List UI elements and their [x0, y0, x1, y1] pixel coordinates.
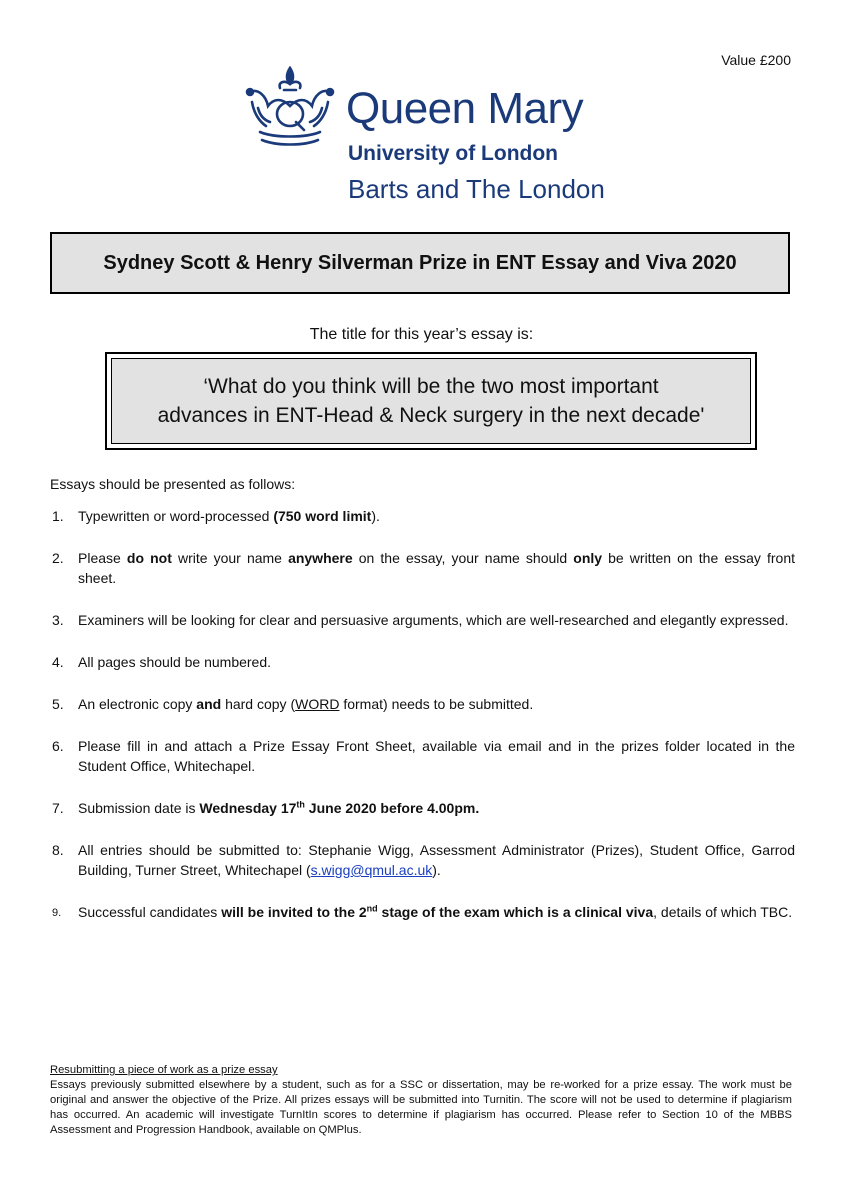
list-item: 6. Please fill in and attach a Prize Essay Front Sheet, available via email and in the prizes folder located in the Student Office, Whitechapel.	[52, 738, 795, 774]
list-item: 1. Typewritten or word-processed (750 word limit).	[52, 508, 380, 524]
crown-icon	[244, 66, 336, 146]
logo-faculty: Barts and The London	[348, 174, 605, 204]
item-number: 7.	[52, 800, 64, 816]
footer-body: Essays previously submitted elsewhere by a student, such as for a SSC or dissertation, may be re-worked for a prize essay. The work must be original and answer the objective of the Prize. All prizes essays will be submitted into Turnitin. The score will not be used to determine if plagiarism has occurred. An academic will investigate TurnItIn scores to determine if plagiarism has occurred. Please refer to Section 10 of the MBBS Assessment and Progression Handbook, available on QMPlus.	[50, 1079, 792, 1136]
list-item: 3. Examiners will be looking for clear and persuasive arguments, which are well-researched and elegantly expressed.	[52, 612, 789, 628]
list-item: 8. All entries should be submitted to: Stephanie Wigg, Assessment Administrator (Prizes), Student Office, Garrod Building, Turner Street, Whitechapel (s.wigg@qmul.ac.uk).	[52, 842, 795, 878]
item-number: 6.	[52, 738, 64, 754]
footer-heading: Resubmitting a piece of work as a prize essay	[50, 1064, 278, 1076]
value-label: Value £200	[721, 52, 791, 68]
list-item: 7. Submission date is Wednesday 17th June 2020 before 4.00pm.	[52, 799, 480, 816]
list-item: 9. Successful candidates will be invited to the 2nd stage of the exam which is a clinical viva, details of which TBC.	[50, 902, 795, 922]
prize-title: Sydney Scott & Henry Silverman Prize in ENT Essay and Viva 2020	[103, 251, 737, 274]
requirements-list	[50, 506, 795, 944]
essay-title-box	[105, 352, 757, 450]
item-number: 1.	[52, 508, 64, 524]
list-item: 4. All pages should be numbered.	[52, 654, 272, 670]
logo-wordmark: Queen Mary	[346, 84, 584, 133]
item-number: 2.	[52, 550, 64, 566]
list-item: 5. An electronic copy and hard copy (WORD format) needs to be submitted.	[52, 696, 534, 712]
list-item: 2. Please do not write your name anywhere on the essay, your name should only be written on the essay front sheet.	[52, 550, 796, 586]
requirements-intro: Essays should be presented as follows:	[50, 476, 296, 492]
prize-title-box	[50, 232, 790, 294]
item-number: 5.	[52, 696, 64, 712]
item-number: 8.	[52, 842, 64, 858]
item-number: 3.	[52, 612, 64, 628]
email-link[interactable]: s.wigg@qmul.ac.uk	[310, 862, 433, 878]
logo-university: University of London	[348, 142, 558, 165]
essay-title-intro: The title for this year’s essay is:	[309, 326, 534, 343]
essay-title	[111, 358, 751, 444]
resubmission-note	[50, 1063, 792, 1138]
essay-title-line-2: advances in ENT-Head & Neck surgery in the next decade'	[157, 404, 705, 427]
university-logo	[244, 66, 614, 211]
item-number: 9.	[52, 907, 62, 919]
item-number: 4.	[52, 654, 64, 670]
essay-title-line-1: ‘What do you think will be the two most important	[203, 374, 659, 398]
